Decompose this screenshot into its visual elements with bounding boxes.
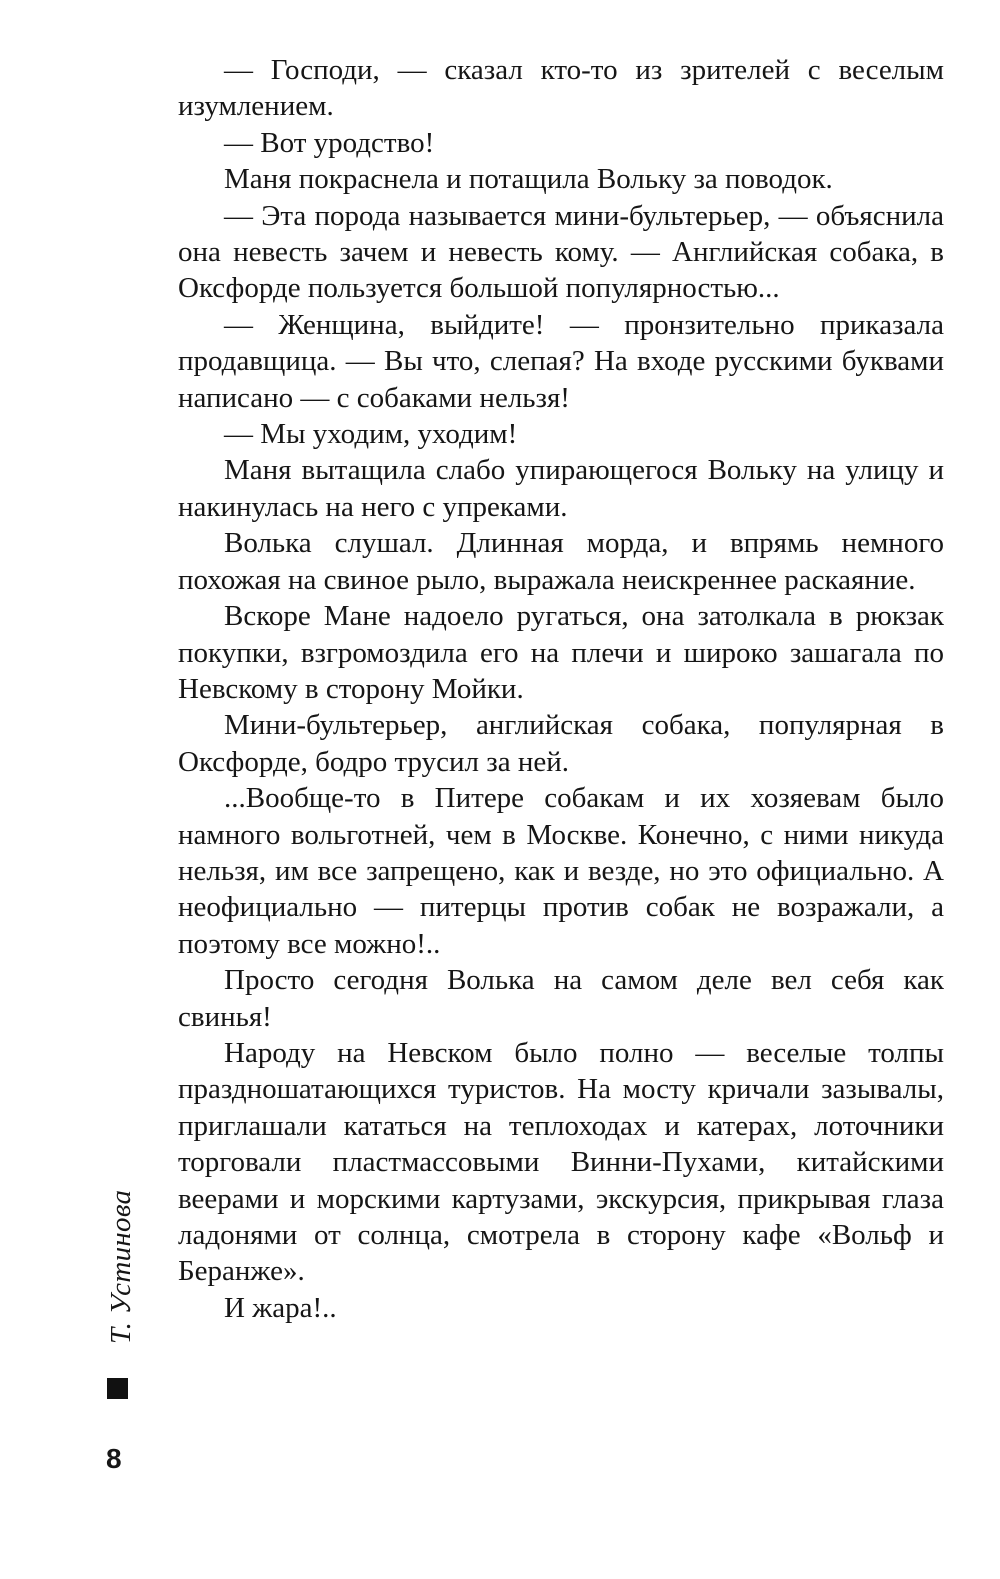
paragraph-3: Маня покраснела и потащила Вольку за поводок. [224, 163, 833, 196]
paragraph-9: Вскоре Мане надоело ругаться, она затолкала в рюкзак покупки, взгромоздила его на плечи и широко зашагала по Невскому в сторону Мойки. [178, 600, 944, 705]
paragraph-7: Маня вытащила слабо упирающегося Вольку на улицу и накинулась на него с упреками. [178, 454, 944, 523]
margin-author-name: Т. Устинова [105, 1189, 137, 1344]
paragraph-6: — Мы уходим, уходим! [224, 418, 518, 451]
paragraph-13: Народу на Невском было полно — веселые толпы праздношатающихся туристов. На мосту кричали зазывалы, приглашали кататься на теплоходах и катерах, лоточники торговали пластмассовыми Винни-Пухами, китайскими веерами и морскими картузами, экскурсия, прикрывая глаза ладонями от солнца, смотрела в сторону кафе «Вольф и Беранже». [178, 1036, 944, 1288]
page-number: 8 [106, 1443, 122, 1474]
paragraph-11: ...Вообще-то в Питере собакам и их хозяевам было намного вольготней, чем в Москве. Конечно, с ними никуда нельзя, им все запрещено, как и везде, но это официально. А неофициально — питерцы против собак не возражали, а поэтому все можно!.. [178, 782, 944, 960]
paragraph-12: Просто сегодня Волька на самом деле вел себя как свинья! [178, 964, 944, 1033]
paragraph-2: — Вот уродство! [224, 126, 435, 159]
paragraph-8: Волька слушал. Длинная морда, и впрямь немного похожая на свиное рыло, выражала неискреннее раскаяние. [178, 527, 944, 596]
paragraph-10: Мини-бультерьер, английская собака, популярная в Оксфорде, бодро трусил за ней. [178, 709, 944, 778]
margin-square-marker [107, 1378, 128, 1399]
paragraph-4: — Эта порода называется мини-бультерьер, — объяснила она невесть зачем и невесть кому. — Английская собака, в Оксфорде пользуется большой популярностью... [178, 199, 944, 305]
paragraph-14: И жара!.. [224, 1291, 337, 1324]
main-text [178, 52, 944, 1326]
paragraph-5: — Женщина, выйдите! — пронзительно приказала продавщица. — Вы что, слепая? На входе русскими буквами написано — с собаками нельзя! [178, 308, 944, 414]
paragraph-1: — Господи, — сказал кто-то из зрителей с веселым изумлением. [178, 54, 944, 123]
